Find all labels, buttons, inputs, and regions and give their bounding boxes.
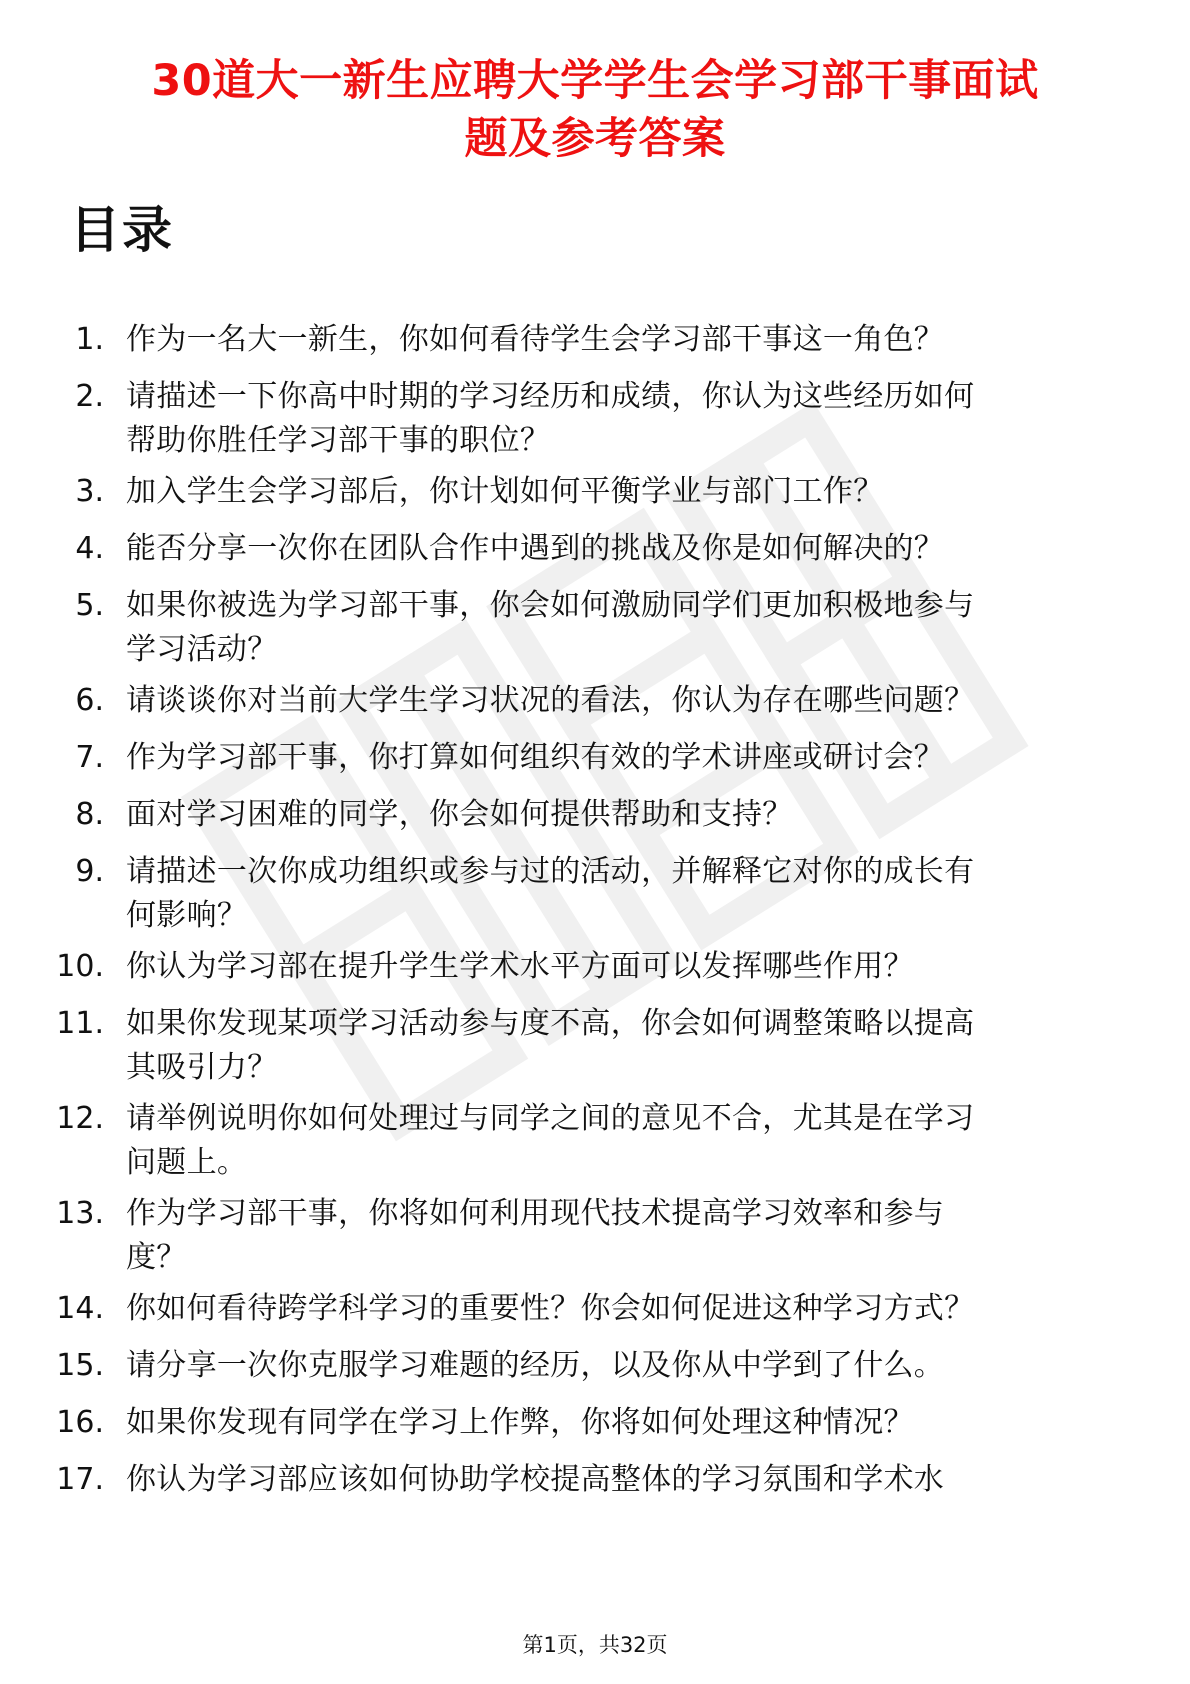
- toc-heading: 目录: [70, 201, 174, 259]
- toc-item-number: 8.: [75, 797, 104, 832]
- toc-item-number: 15.: [56, 1348, 104, 1383]
- toc-item-text: 请描述一次你成功组织或参与过的活动，并解释它对你的成长有 何影响？: [126, 854, 975, 933]
- toc-item-text: 请描述一下你高中时期的学习经历和成绩，你认为这些经历如何 帮助你胜任学习部干事的职位？: [126, 379, 975, 458]
- toc-item-number: 7.: [75, 740, 104, 775]
- toc-item-number: 16.: [56, 1405, 104, 1440]
- toc-item-text: 作为学习部干事，你打算如何组织有效的学术讲座或研讨会？: [126, 740, 945, 775]
- toc-item-text: 如果你被选为学习部干事，你会如何激励同学们更加积极地参与 学习活动？: [126, 588, 975, 667]
- toc-item-number: 5.: [75, 588, 104, 623]
- toc-item-text: 面对学习困难的同学，你会如何提供帮助和支持？: [126, 797, 793, 832]
- toc-item-number: 13.: [56, 1196, 104, 1231]
- toc-item-number: 4.: [75, 531, 104, 566]
- toc-item-number: 3.: [75, 474, 104, 509]
- toc-item-text: 作为一名大一新生，你如何看待学生会学习部干事这一角色？: [126, 322, 945, 357]
- toc-item-number: 14.: [56, 1291, 104, 1326]
- toc-item-text: 如果你发现有同学在学习上作弊，你将如何处理这种情况？: [126, 1405, 914, 1440]
- toc-item-text: 你认为学习部在提升学生学术水平方面可以发挥哪些作用？: [126, 949, 914, 984]
- toc-item-number: 9.: [75, 854, 104, 889]
- toc-item-number: 1.: [75, 322, 104, 357]
- toc-item-number: 12.: [56, 1101, 104, 1136]
- toc-item-text: 作为学习部干事，你将如何利用现代技术提高学习效率和参与 度？: [126, 1196, 945, 1275]
- toc-item-number: 2.: [75, 379, 104, 414]
- toc-item-number: 11.: [56, 1006, 104, 1041]
- toc-item-number: 17.: [56, 1462, 104, 1497]
- toc-item-text: 请举例说明你如何处理过与同学之间的意见不合，尤其是在学习 问题上。: [126, 1101, 975, 1180]
- toc-item-text: 如果你发现某项学习活动参与度不高，你会如何调整策略以提高 其吸引力？: [126, 1006, 975, 1085]
- toc-item-number: 6.: [75, 683, 104, 718]
- toc-item-text: 加入学生会学习部后，你计划如何平衡学业与部门工作？: [126, 474, 884, 509]
- toc-item-number: 10.: [56, 949, 104, 984]
- toc-item-text: 请分享一次你克服学习难题的经历，以及你从中学到了什么。: [126, 1348, 945, 1383]
- toc-item-text: 能否分享一次你在团队合作中遇到的挑战及你是如何解决的？: [126, 531, 945, 566]
- toc-item-text: 你认为学习部应该如何协助学校提高整体的学习氛围和学术水: [126, 1462, 945, 1497]
- toc-item-text: 你如何看待跨学科学习的重要性？你会如何促进这种学习方式？: [126, 1291, 975, 1326]
- page-footer: 第1页，共32页: [522, 1633, 668, 1657]
- toc-item-text: 请谈谈你对当前大学生学习状况的看法，你认为存在哪些问题？: [126, 683, 975, 718]
- document-title: 30道大一新生应聘大学学生会学习部干事面试 题及参考答案: [151, 56, 1039, 164]
